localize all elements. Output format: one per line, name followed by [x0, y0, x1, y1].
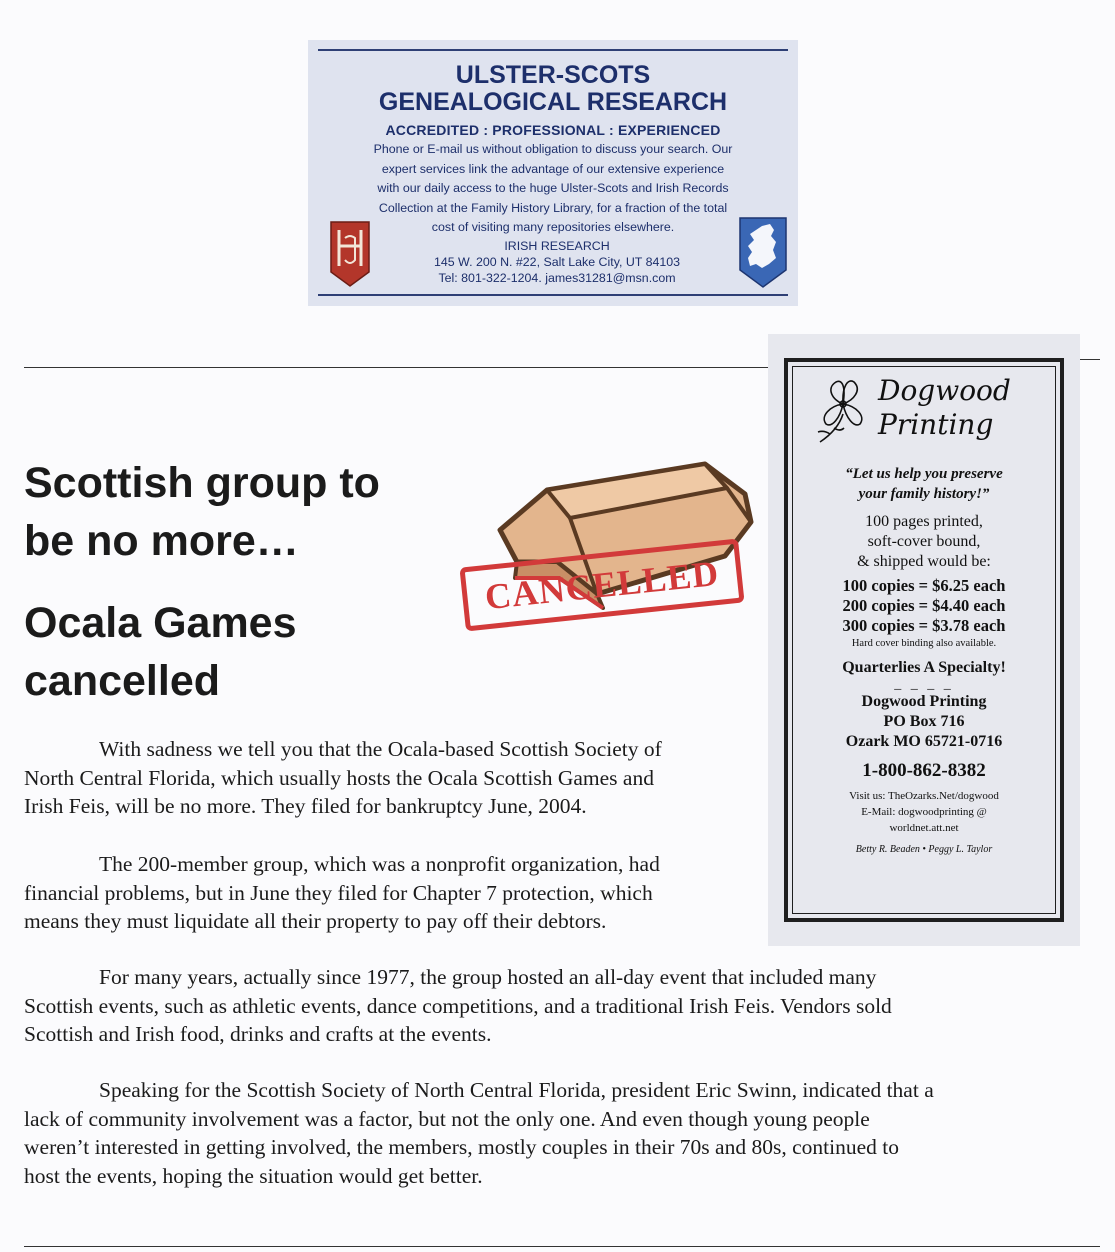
article-paragraph	[24, 1076, 934, 1190]
article-line: host the events, hoping the situation would get better.	[24, 1163, 483, 1188]
ad-offer-line: & shipped would be:	[857, 553, 991, 570]
ad-price-line: 300 copies = $3.78 each	[842, 616, 1006, 635]
ad-contact-line: 145 W. 200 N. #22, Salt Lake City, UT 84103	[433, 255, 681, 269]
article-line: lack of community involvement was a factor, but not the only one. And even though young people	[24, 1106, 870, 1131]
monogram-logo-icon	[329, 220, 371, 288]
ad-top-rule	[318, 49, 788, 51]
article-line: Speaking for the Scottish Society of North Central Florida, president Eric Swinn, indicated that a	[99, 1078, 934, 1102]
ad-hard-cover: Hard cover binding also available.	[851, 638, 997, 649]
ad-specialty: Quarterlies A Specialty!	[842, 659, 1006, 676]
headline-line: be no more…	[24, 517, 299, 565]
article-line: With sadness we tell you that the Ocala-based Scottish Society of	[99, 737, 662, 761]
ad-body-line: Phone or E-mail us without obligation to discuss your search. Our	[373, 142, 733, 156]
article-line: For many years, actually since 1977, the group hosted an all-day event that included many	[99, 965, 877, 989]
ad-body-line: Collection at the Family History Library, for a fraction of the total	[378, 200, 728, 215]
ad-bottom-rule	[318, 294, 788, 296]
ad-contact-line: IRISH RESEARCH	[504, 239, 610, 253]
headline-ocala-games	[24, 594, 297, 710]
ad-title	[308, 62, 798, 116]
article-paragraph	[24, 963, 892, 1049]
headline-line: Scottish group to	[24, 459, 380, 507]
ad-tagline: ACCREDITED : PROFESSIONAL : EXPERIENCED	[385, 122, 721, 138]
ad-address-line: Dogwood Printing	[861, 693, 987, 710]
cancelled-stamp-label: CANCELLED	[459, 539, 744, 632]
article-line: Scottish events, such as athletic events, dance competitions, and a traditional Irish Feis. Vendors sold	[24, 993, 892, 1018]
ad-phone: 1-800-862-8382	[862, 760, 986, 781]
article-line: North Central Florida, which usually hosts the Ocala Scottish Games and	[24, 765, 654, 790]
article-paragraph	[24, 735, 662, 821]
ad-body-line: cost of visiting many repositories elsewhere.	[431, 220, 675, 234]
ad-names: Betty R. Beaden • Peggy L. Taylor	[855, 844, 993, 855]
headline-line: Ocala Games	[24, 599, 297, 647]
article-line: weren’t interested in getting involved, the members, mostly couples in their 70s and 80s, continued to	[24, 1135, 899, 1159]
article-line: Scottish and Irish food, drinks and crafts at the events.	[24, 1022, 492, 1046]
article-line: Irish Feis, will be no more. They filed for bankruptcy June, 2004.	[24, 794, 587, 818]
ad-body-line: expert services link the advantage of our extensive experience	[381, 161, 725, 176]
ad-title-line: ULSTER-SCOTS	[455, 61, 651, 89]
ad-body	[316, 140, 790, 238]
ad-web-line: Visit us: TheOzarks.Net/dogwood	[849, 790, 999, 802]
ad-body-line: with our daily access to the huge Ulster-Scots and Irish Records	[377, 181, 729, 195]
dogwood-brand	[878, 374, 1048, 442]
article-line: means they must liquidate all their property to pay off their debtors.	[24, 909, 607, 933]
ad-contact	[382, 238, 732, 286]
brand-line: Printing	[878, 408, 994, 441]
section-divider	[24, 367, 769, 368]
ad-offer-line: soft-cover bound,	[867, 533, 981, 550]
article-paragraph	[24, 850, 660, 936]
ireland-map-icon	[736, 214, 790, 290]
ad-divider: _ _ _ _	[894, 677, 954, 692]
ad-contact-line: Tel: 801-322-1204. james31281@msn.com	[438, 271, 676, 285]
dogwood-flower-icon	[812, 374, 874, 450]
ad-offer-line: 100 pages printed,	[865, 513, 983, 530]
ulster-scots-ad	[308, 40, 798, 306]
brand-line: Dogwood	[878, 374, 1011, 407]
article-line: financial problems, but in June they filed for Chapter 7 protection, which	[24, 880, 653, 905]
headline-scottish-group	[24, 454, 380, 570]
ad-title-line: GENEALOGICAL RESEARCH	[378, 88, 728, 116]
section-divider	[1080, 359, 1100, 360]
ad-price-line: 200 copies = $4.40 each	[842, 596, 1006, 615]
ad-quote-line: “Let us help you preserve	[845, 466, 1003, 482]
dogwood-printing-ad	[768, 334, 1080, 946]
article-line: The 200-member group, which was a nonprofit organization, had	[99, 852, 660, 876]
ad-web-line: E-Mail: dogwoodprinting @	[861, 806, 987, 818]
headline-line: cancelled	[24, 657, 220, 705]
ad-quote-line: your family history!”	[858, 486, 990, 502]
bottom-divider	[24, 1246, 1100, 1247]
ad-price-line: 100 copies = $6.25 each	[842, 576, 1006, 595]
dogwood-ad-text	[796, 464, 1052, 858]
ad-address-line: PO Box 716	[883, 713, 965, 730]
ad-address-line: Ozark MO 65721-0716	[845, 733, 1003, 750]
ad-web-line: worldnet.att.net	[889, 822, 959, 834]
